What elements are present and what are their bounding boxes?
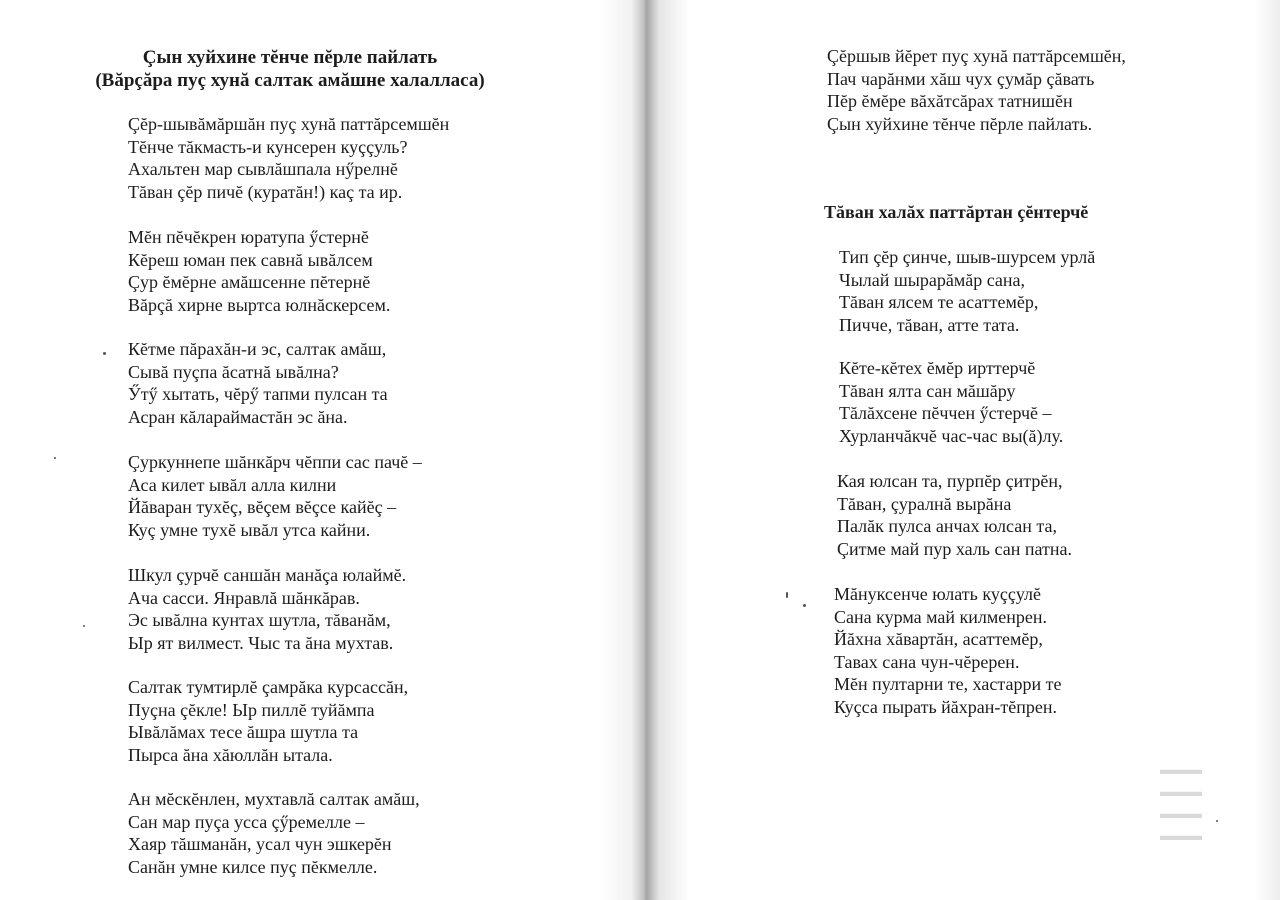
verse-line: Чылай шырарăмăр сана, [839, 269, 1026, 290]
verse-line: Аса килет ывăл алла килни [128, 474, 337, 495]
paper-speck [1216, 820, 1218, 822]
verse-line: Кая юлсан та, пурпĕр çитрĕн, [837, 471, 1063, 491]
stanza-right-2 [839, 357, 1063, 447]
stanza-left-6 [128, 676, 408, 766]
stanza-right-top [827, 45, 1126, 135]
stanza-left-2 [128, 226, 390, 316]
verse-line: Санăн умне килсе пуç пĕкмелле. [128, 856, 378, 877]
paper-speck [103, 352, 106, 355]
bleed-through-text: ▬▬▬ ▬▬▬ ▬▬▬ ▬▬▬ [1160, 763, 1202, 844]
verse-line: Çĕр-шывăмăршăн пуç хунă паттăрсемшĕн [128, 114, 450, 134]
paper-speck [786, 592, 788, 598]
stanza-left-4 [128, 451, 422, 541]
verse-line: Çĕршыв йĕрет пуç хунă паттăрсемшĕн, [827, 46, 1126, 66]
verse-line: Йăваран тухĕç, вĕçем вĕçсе кайĕç – [128, 497, 397, 518]
verse-line: Тавах сана чун-чĕререн. [834, 651, 1020, 672]
verse-line: Кĕтме пăрахăн-и эс, салтак амăш, [128, 339, 387, 359]
verse-line: Мĕн пултарни те, хастарри те [834, 674, 1062, 695]
verse-line: Кĕреш юман пек савнă ывăлсем [128, 249, 373, 270]
page-edge-shadow [1255, 0, 1280, 900]
verse-line: Ывăлăмах тесе ăшра шутла та [128, 722, 359, 743]
poem-title-right: Тăван халăх паттăртан çĕнтерчĕ [824, 202, 1089, 222]
verse-line: Мăнуксенче юлать куççулĕ [834, 584, 1042, 604]
verse-line: Çын хуйхине тĕнче пĕрле пайлать. [827, 113, 1093, 134]
verse-line: Ыр ят вилмест. Чыс та ăна мухтав. [128, 632, 394, 653]
verse-line: Тĕнче тăкмасть-и кунсерен куççуль? [128, 136, 408, 157]
verse-line: Тăлăхсене пĕччен ӳстерчĕ – [839, 403, 1052, 424]
verse-line: Пуçна çĕкле! Ыр пиллĕ туйăмпа [128, 699, 375, 720]
verse-line: Эс ывăлна кунтах шутла, тăванăм, [128, 610, 391, 631]
verse-line: Асран кăлараймастăн эс ăна. [128, 406, 348, 427]
poem-dedication: (Вăрçăра пуç хунă салтак амăшне халалласа) [95, 70, 485, 91]
verse-line: Пач чарăнми хăш чух çумăр çăвать [827, 68, 1095, 89]
verse-line: Сан мар пуçа усса çӳремелле – [128, 811, 365, 832]
verse-line: Ача сасси. Янравлă шăнкăрав. [128, 587, 360, 608]
verse-line: Пĕр ĕмĕре вăхăтсăрах татнишĕн [827, 91, 1073, 112]
verse-line: Пичче, тăван, атте тата. [839, 314, 1020, 335]
verse-line: Тăван ялта сан мăшăру [839, 380, 1016, 401]
verse-line: Çитме май пур халь сан патна. [837, 538, 1072, 559]
book-gutter-shadow [600, 0, 690, 900]
verse-line: Ан мĕскĕнлен, мухтавлă салтак амăш, [128, 789, 420, 809]
verse-line: Тăван, çуралнă вырăна [837, 493, 1012, 514]
verse-line: Палăк пулса анчах юлсан та, [837, 516, 1057, 537]
verse-line: Çур ĕмĕрне амăшсенне пĕтернĕ [128, 272, 371, 293]
stanza-left-5 [128, 564, 406, 654]
verse-line: Сывă пуçпа ăсатнă ывăлна? [128, 361, 339, 382]
verse-line: Çуркуннепе шăнкăрч чĕппи сас пачĕ – [128, 452, 422, 472]
verse-line: Тăван çĕр пичĕ (куратăн!) каç та ир. [128, 181, 403, 202]
paper-speck [803, 604, 806, 607]
stanza-right-1 [839, 246, 1095, 336]
verse-line: Хаяр тăшманăн, усал чун эшкерĕн [128, 834, 392, 855]
verse-line: Вăрçă хирне выртса юлнăскерсем. [128, 294, 391, 315]
verse-line: Ӳтӳ хытать, чĕрӳ тапми пулсан та [128, 384, 388, 405]
stanza-left-7 [128, 788, 420, 878]
stanza-right-3 [837, 470, 1072, 560]
verse-line: Йăхна хăвартăн, асаттемĕр, [834, 629, 1043, 650]
verse-line: Куçса пырать йăхран-тĕпрен. [834, 696, 1058, 717]
stanza-left-3 [128, 338, 388, 428]
paper-speck [83, 625, 85, 627]
verse-line: Сана курма май килменрен. [834, 606, 1047, 627]
stanza-left-1 [128, 113, 449, 203]
verse-line: Шкул çурчĕ саншăн манăçа юлаймĕ. [128, 565, 407, 585]
verse-line: Тăван ялсем те асаттемĕр, [839, 292, 1039, 313]
verse-line: Салтак тумтирлĕ çамрăка курсассăн, [128, 677, 409, 697]
verse-line: Кĕте-кĕтех ĕмĕр ирттерчĕ [839, 358, 1036, 378]
poem-title-left [60, 46, 520, 92]
stanza-right-4 [834, 583, 1061, 719]
verse-line: Ахальтен мар сывлăшпала нӳрелнĕ [128, 159, 398, 180]
verse-line: Пырса ăна хăюллăн ытала. [128, 744, 333, 765]
verse-line: Тип çĕр çинче, шыв-шурсем урлă [839, 247, 1096, 267]
right-page [640, 0, 1280, 900]
verse-line: Мĕн пĕчĕкрен юратупа ӳстернĕ [128, 227, 369, 247]
verse-line: Хурланчăкчĕ час-час вы(ă)лу. [839, 425, 1064, 446]
verse-line: Куç умне тухĕ ывăл утса кайни. [128, 519, 371, 540]
paper-speck [54, 457, 56, 459]
poem-title-text: Çын хуйхине тĕнче пĕрле пайлать [142, 47, 438, 68]
